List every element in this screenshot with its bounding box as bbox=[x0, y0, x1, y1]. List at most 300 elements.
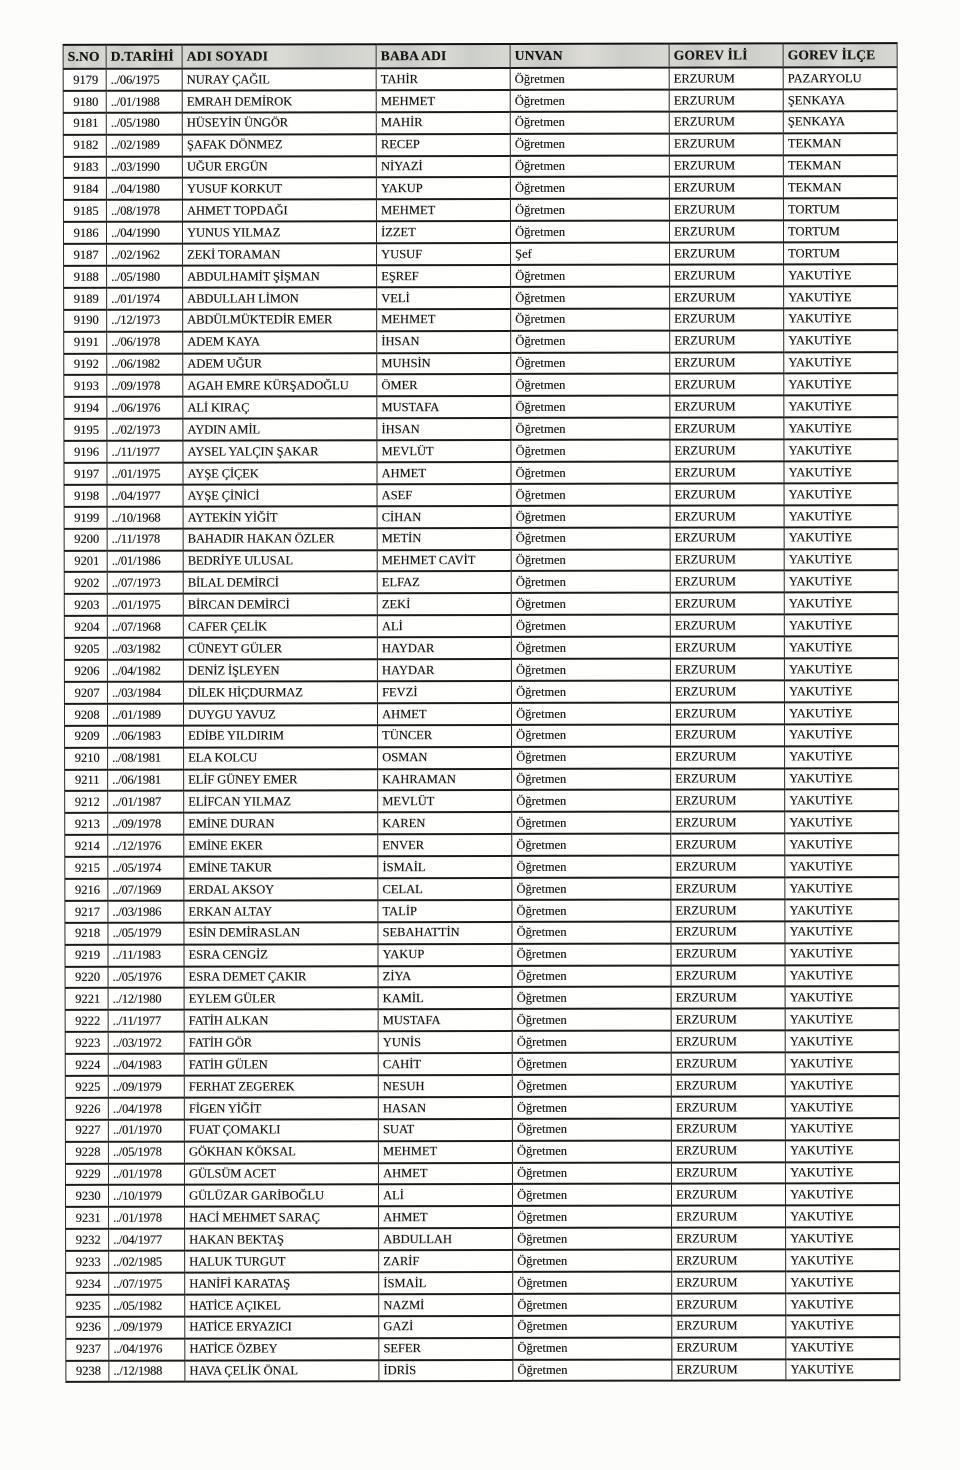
table-cell: TAHİR bbox=[376, 68, 510, 90]
table-cell: Öğretmen bbox=[513, 1206, 672, 1228]
table-cell: ../04/1990 bbox=[106, 222, 182, 244]
table-cell: Öğretmen bbox=[511, 308, 670, 330]
table-cell: Öğretmen bbox=[512, 1075, 671, 1097]
table-cell: YAKUTİYE bbox=[784, 439, 898, 461]
table-row bbox=[65, 790, 899, 814]
table-cell: Öğretmen bbox=[511, 440, 670, 462]
table-cell: YAKUTİYE bbox=[784, 593, 898, 615]
table-cell: ERZURUM bbox=[672, 1337, 786, 1359]
table-cell: ../04/1976 bbox=[109, 1338, 185, 1360]
table-cell: Öğretmen bbox=[511, 615, 670, 637]
table-cell: AHMET bbox=[378, 1162, 512, 1184]
table-row bbox=[63, 89, 897, 113]
table-header-row bbox=[63, 43, 897, 69]
table-cell: ERZURUM bbox=[671, 768, 785, 790]
table-cell: YAKUTİYE bbox=[785, 724, 899, 746]
table-cell: 9211 bbox=[65, 769, 108, 791]
table-cell: 9207 bbox=[64, 682, 107, 704]
table-row bbox=[66, 1205, 900, 1229]
table-cell: YAKUTİYE bbox=[784, 330, 898, 352]
table-cell: ../11/1983 bbox=[108, 944, 184, 966]
table-cell: 9197 bbox=[64, 463, 107, 485]
table-cell: GAZİ bbox=[379, 1316, 513, 1338]
table-cell: ERZURUM bbox=[671, 1118, 785, 1140]
table-cell: YAKUTİYE bbox=[784, 395, 898, 417]
column-header-0: S.NO bbox=[63, 45, 106, 69]
table-cell: ERZURUM bbox=[670, 396, 784, 418]
table-cell: MEHMET CAVİT bbox=[377, 550, 511, 572]
table-cell: 9231 bbox=[66, 1207, 109, 1229]
table-cell: ERZURUM bbox=[670, 330, 784, 352]
table-cell: ASEF bbox=[377, 484, 511, 506]
table-cell: 9189 bbox=[64, 288, 107, 310]
table-cell: TORTUM bbox=[783, 198, 897, 220]
table-cell: ../06/1976 bbox=[107, 397, 183, 419]
table-cell: TEKMAN bbox=[783, 155, 897, 177]
table-cell: Öğretmen bbox=[511, 527, 670, 549]
table-cell: Öğretmen bbox=[513, 1359, 672, 1381]
table-cell: Öğretmen bbox=[511, 374, 670, 396]
table-cell: ../03/1984 bbox=[107, 682, 183, 704]
table-cell: YAKUTİYE bbox=[785, 811, 899, 833]
table-cell: BİRCAN DEMİRCİ bbox=[183, 594, 377, 616]
table-cell: AGAH EMRE KÜRŞADOĞLU bbox=[183, 375, 377, 397]
table-cell: CAFER ÇELİK bbox=[183, 615, 377, 637]
table-cell: 9212 bbox=[65, 791, 108, 813]
table-cell: HATİCE AÇIKEL bbox=[185, 1294, 379, 1316]
table-cell: Öğretmen bbox=[513, 1293, 672, 1315]
table-cell: ../08/1978 bbox=[106, 200, 182, 222]
table-cell: ../02/1985 bbox=[109, 1251, 185, 1273]
table-cell: YAKUTİYE bbox=[784, 264, 898, 286]
table-cell: İSMAİL bbox=[378, 856, 512, 878]
table-cell: ERZURUM bbox=[670, 593, 784, 615]
table-cell: YAKUTİYE bbox=[786, 1205, 900, 1227]
table-row bbox=[65, 1030, 899, 1054]
table-cell: YAKUTİYE bbox=[785, 987, 899, 1009]
table-cell: RECEP bbox=[376, 134, 510, 156]
table-cell: NİYAZİ bbox=[376, 156, 510, 178]
table-cell: 9214 bbox=[65, 835, 108, 857]
table-cell: TEKMAN bbox=[783, 133, 897, 155]
table-cell: KAMİL bbox=[378, 987, 512, 1009]
table-cell: YAKUTİYE bbox=[784, 417, 898, 439]
table-row bbox=[64, 658, 898, 682]
table-cell: Öğretmen bbox=[512, 943, 671, 965]
table-cell: NAZMİ bbox=[379, 1294, 513, 1316]
table-row bbox=[65, 1052, 899, 1076]
table-cell: DENİZ İŞLEYEN bbox=[183, 659, 377, 681]
table-cell: PAZARYOLU bbox=[783, 67, 897, 89]
table-cell: YAKUTİYE bbox=[784, 549, 898, 571]
table-cell: YAKUTİYE bbox=[785, 855, 899, 877]
table-cell: ../07/1969 bbox=[108, 879, 184, 901]
table-cell: Öğretmen bbox=[511, 484, 670, 506]
table-cell: ERZURUM bbox=[670, 352, 784, 374]
table-cell: HAVA ÇELİK ÖNAL bbox=[185, 1360, 379, 1382]
table-cell: YAKUTİYE bbox=[785, 746, 899, 768]
table-cell: ADEM UĞUR bbox=[183, 353, 377, 375]
table-cell: 9226 bbox=[65, 1098, 108, 1120]
table-cell: ERZURUM bbox=[671, 1162, 785, 1184]
table-cell: ŞENKAYA bbox=[783, 89, 897, 111]
table-cell: YAKUTİYE bbox=[786, 1293, 900, 1315]
table-cell: YAKUTİYE bbox=[784, 483, 898, 505]
table-cell: VELİ bbox=[377, 287, 511, 309]
table-cell: ERZURUM bbox=[671, 1096, 785, 1118]
table-row bbox=[63, 198, 897, 222]
table-cell: Öğretmen bbox=[512, 1184, 671, 1206]
table-cell: ADEM KAYA bbox=[183, 331, 377, 353]
table-cell: ZEKİ bbox=[377, 593, 511, 615]
table-cell: ERZURUM bbox=[669, 133, 783, 155]
table-cell: YUSUF KORKUT bbox=[182, 178, 376, 200]
table-cell: 9228 bbox=[65, 1141, 108, 1163]
table-cell: UĞUR ERGÜN bbox=[182, 156, 376, 178]
table-cell: Öğretmen bbox=[510, 68, 669, 90]
table-row bbox=[65, 833, 899, 857]
table-row bbox=[64, 614, 898, 638]
table-cell: GÜLÜZAR GARİBOĞLU bbox=[184, 1185, 378, 1207]
table-cell: ZİYA bbox=[378, 965, 512, 987]
table-cell: ABDULLAH LİMON bbox=[183, 287, 377, 309]
table-cell: YAKUTİYE bbox=[785, 877, 899, 899]
table-cell: 9220 bbox=[65, 966, 108, 988]
table-cell: ../04/1977 bbox=[107, 485, 183, 507]
table-cell: ESRA CENGİZ bbox=[184, 944, 378, 966]
table-cell: HAKAN BEKTAŞ bbox=[185, 1228, 379, 1250]
table-cell: YAKUTİYE bbox=[785, 1096, 899, 1118]
table-row bbox=[66, 1293, 900, 1317]
table-cell: 9230 bbox=[65, 1185, 108, 1207]
table-cell: ERZURUM bbox=[671, 899, 785, 921]
table-cell: Öğretmen bbox=[512, 1096, 671, 1118]
table-cell: ../05/1980 bbox=[107, 266, 183, 288]
table-cell: ERZURUM bbox=[671, 1074, 785, 1096]
table-cell: ../01/1986 bbox=[107, 550, 183, 572]
table-cell: ../10/1979 bbox=[108, 1185, 184, 1207]
table-cell: 9204 bbox=[64, 616, 107, 638]
table-cell: KAHRAMAN bbox=[378, 768, 512, 790]
table-cell: TÜNCER bbox=[378, 725, 512, 747]
table-cell: ERZURUM bbox=[670, 242, 784, 264]
table-cell: ERZURUM bbox=[669, 89, 783, 111]
table-cell: 9233 bbox=[66, 1251, 109, 1273]
table-cell: MEHMET bbox=[376, 199, 510, 221]
table-cell: YAKUTİYE bbox=[786, 1315, 900, 1337]
table-cell: ERKAN ALTAY bbox=[184, 900, 378, 922]
table-cell: ../03/1986 bbox=[108, 900, 184, 922]
table-row bbox=[64, 636, 898, 660]
table-cell: 9193 bbox=[64, 375, 107, 397]
table-cell: ERZURUM bbox=[671, 877, 785, 899]
table-cell: ALİ bbox=[378, 1184, 512, 1206]
table-row bbox=[64, 308, 898, 332]
table-cell: ERZURUM bbox=[670, 374, 784, 396]
table-cell: YAKUTİYE bbox=[784, 308, 898, 330]
table-cell: Öğretmen bbox=[512, 1118, 671, 1140]
table-cell: YAKUTİYE bbox=[785, 965, 899, 987]
table-cell: YAKUTİYE bbox=[784, 658, 898, 680]
table-cell: ALİ KIRAÇ bbox=[183, 397, 377, 419]
table-cell: MUHSİN bbox=[377, 353, 511, 375]
column-header-2: ADI SOYADI bbox=[182, 44, 376, 68]
table-cell: Öğretmen bbox=[513, 1250, 672, 1272]
table-cell: METİN bbox=[377, 528, 511, 550]
table-cell: Öğretmen bbox=[512, 987, 671, 1009]
personnel-table bbox=[63, 42, 901, 1383]
table-cell: MEVLÜT bbox=[377, 440, 511, 462]
table-cell: Öğretmen bbox=[511, 593, 670, 615]
table-cell: FATİH GÖR bbox=[184, 1031, 378, 1053]
table-cell: 9238 bbox=[66, 1360, 109, 1382]
table-cell: YAKUTİYE bbox=[785, 1118, 899, 1140]
table-cell: ../05/1978 bbox=[108, 1141, 184, 1163]
table-cell: Öğretmen bbox=[512, 812, 671, 834]
table-cell: Şef bbox=[511, 243, 670, 265]
table-cell: 9222 bbox=[65, 1010, 108, 1032]
table-row bbox=[64, 330, 898, 354]
table-row bbox=[64, 461, 898, 485]
table-cell: YAKUTİYE bbox=[786, 1227, 900, 1249]
table-cell: 9188 bbox=[64, 266, 107, 288]
table-cell: 9223 bbox=[65, 1032, 108, 1054]
table-cell: 9237 bbox=[66, 1338, 109, 1360]
table-cell: 9198 bbox=[64, 485, 107, 507]
table-cell: 9179 bbox=[63, 69, 106, 91]
table-cell: KAREN bbox=[378, 812, 512, 834]
table-cell: MUSTAFA bbox=[377, 396, 511, 418]
table-cell: SEBAHATTİN bbox=[378, 922, 512, 944]
table-cell: CAHİT bbox=[378, 1053, 512, 1075]
table-cell: ELFAZ bbox=[377, 571, 511, 593]
table-cell: YAKUTİYE bbox=[786, 1271, 900, 1293]
table-row bbox=[66, 1227, 900, 1251]
table-cell: Öğretmen bbox=[512, 1140, 671, 1162]
table-cell: TORTUM bbox=[784, 242, 898, 264]
table-cell: YAKUTİYE bbox=[786, 1337, 900, 1359]
table-cell: EYLEM GÜLER bbox=[184, 988, 378, 1010]
table-cell: BİLAL DEMİRCİ bbox=[183, 572, 377, 594]
table-cell: YAKUTİYE bbox=[785, 921, 899, 943]
table-cell: Öğretmen bbox=[510, 221, 669, 243]
table-cell: 9216 bbox=[65, 879, 108, 901]
table-cell: YAKUTİYE bbox=[785, 790, 899, 812]
table-cell: ../11/1978 bbox=[107, 528, 183, 550]
table-cell: YAKUTİYE bbox=[785, 899, 899, 921]
table-cell: ../07/1968 bbox=[107, 616, 183, 638]
table-cell: ŞENKAYA bbox=[783, 111, 897, 133]
table-cell: ERZURUM bbox=[669, 177, 783, 199]
table-cell: ERZURUM bbox=[671, 790, 785, 812]
table-cell: ERZURUM bbox=[670, 418, 784, 440]
table-cell: ../04/1978 bbox=[108, 1097, 184, 1119]
table-cell: ERZURUM bbox=[671, 921, 785, 943]
table-cell: Öğretmen bbox=[511, 637, 670, 659]
table-row bbox=[64, 680, 898, 704]
table-cell: ../03/1982 bbox=[107, 638, 183, 660]
table-cell: SUAT bbox=[378, 1119, 512, 1141]
table-row bbox=[65, 1096, 899, 1120]
table-cell: ERZURUM bbox=[669, 155, 783, 177]
table-cell: ../05/1979 bbox=[108, 922, 184, 944]
table-cell: 9200 bbox=[64, 528, 107, 550]
table-row bbox=[64, 439, 898, 463]
table-cell: ABDULLAH bbox=[379, 1228, 513, 1250]
table-row bbox=[64, 702, 898, 726]
table-cell: ERZURUM bbox=[670, 658, 784, 680]
table-cell: FEVZİ bbox=[377, 681, 511, 703]
table-cell: Öğretmen bbox=[512, 965, 671, 987]
table-cell: YAKUTİYE bbox=[786, 1359, 900, 1381]
table-cell: ../12/1980 bbox=[108, 988, 184, 1010]
table-cell: ERZURUM bbox=[669, 221, 783, 243]
table-cell: ERZURUM bbox=[671, 746, 785, 768]
table-cell: EMİNE DURAN bbox=[184, 812, 378, 834]
table-row bbox=[64, 264, 898, 288]
table-cell: TALİP bbox=[378, 900, 512, 922]
table-cell: YAKUTİYE bbox=[784, 286, 898, 308]
table-cell: AYTEKİN YİĞİT bbox=[183, 506, 377, 528]
table-cell: ELA KOLCU bbox=[184, 747, 378, 769]
table-cell: HAYDAR bbox=[377, 637, 511, 659]
table-cell: ERZURUM bbox=[671, 1140, 785, 1162]
table-cell: YAKUTİYE bbox=[785, 1008, 899, 1030]
table-cell: Öğretmen bbox=[511, 702, 670, 724]
table-cell: 9183 bbox=[63, 156, 106, 178]
table-cell: HASAN bbox=[378, 1097, 512, 1119]
table-cell: 9224 bbox=[65, 1054, 108, 1076]
table-cell: HACİ MEHMET SARAÇ bbox=[185, 1207, 379, 1229]
table-cell: EMİNE EKER bbox=[184, 834, 378, 856]
table-row bbox=[65, 899, 899, 923]
table-cell: NURAY ÇAĞIL bbox=[182, 68, 376, 90]
table-cell: ERZURUM bbox=[671, 1009, 785, 1031]
table-cell: ERZURUM bbox=[671, 1031, 785, 1053]
table-cell: Öğretmen bbox=[512, 746, 671, 768]
table-cell: ERZURUM bbox=[670, 571, 784, 593]
table-row bbox=[64, 242, 898, 266]
table-cell: ERZURUM bbox=[671, 834, 785, 856]
table-cell: YAKUTİYE bbox=[785, 943, 899, 965]
table-cell: Öğretmen bbox=[511, 330, 670, 352]
table-cell: ../03/1972 bbox=[108, 1032, 184, 1054]
table-cell: ../09/1978 bbox=[108, 813, 184, 835]
table-cell: Öğretmen bbox=[510, 111, 669, 133]
table-cell: ../05/1974 bbox=[108, 857, 184, 879]
table-cell: 9199 bbox=[64, 507, 107, 529]
table-cell: 9208 bbox=[64, 704, 107, 726]
table-cell: 9206 bbox=[64, 660, 107, 682]
table-cell: 9234 bbox=[66, 1273, 109, 1295]
table-cell: Öğretmen bbox=[510, 89, 669, 111]
table-row bbox=[64, 527, 898, 551]
table-cell: ../06/1983 bbox=[108, 725, 184, 747]
table-cell: ERZURUM bbox=[670, 637, 784, 659]
table-cell: Öğretmen bbox=[511, 659, 670, 681]
table-row bbox=[64, 395, 898, 419]
table-row bbox=[65, 1162, 899, 1186]
table-cell: ERZURUM bbox=[670, 461, 784, 483]
table-cell: Öğretmen bbox=[512, 856, 671, 878]
table-row bbox=[65, 1008, 899, 1032]
table-row bbox=[63, 177, 897, 201]
table-cell: YAKUTİYE bbox=[784, 614, 898, 636]
table-cell: ERZURUM bbox=[672, 1359, 786, 1381]
table-cell: Öğretmen bbox=[512, 790, 671, 812]
table-row bbox=[66, 1315, 900, 1339]
table-row bbox=[64, 286, 898, 310]
table-cell: ENVER bbox=[378, 834, 512, 856]
table-cell: 9225 bbox=[65, 1076, 108, 1098]
table-row bbox=[65, 768, 899, 792]
table-row bbox=[65, 1118, 899, 1142]
table-cell: İZZET bbox=[376, 221, 510, 243]
table-cell: ../06/1978 bbox=[107, 331, 183, 353]
table-cell: FERHAT ZEGEREK bbox=[184, 1075, 378, 1097]
table-cell: YUNUS YILMAZ bbox=[182, 221, 376, 243]
table-cell: ../11/1977 bbox=[107, 441, 183, 463]
table-row bbox=[65, 724, 899, 748]
table-cell: 9180 bbox=[63, 91, 106, 113]
table-cell: ../07/1973 bbox=[107, 572, 183, 594]
table-cell: ELİFCAN YILMAZ bbox=[184, 791, 378, 813]
table-cell: ESİN DEMİRASLAN bbox=[184, 922, 378, 944]
table-row bbox=[64, 571, 898, 595]
table-row bbox=[64, 593, 898, 617]
table-cell: Öğretmen bbox=[511, 418, 670, 440]
table-cell: ../06/1975 bbox=[106, 69, 182, 91]
table-cell: ../01/1975 bbox=[107, 594, 183, 616]
table-cell: ../01/1987 bbox=[108, 791, 184, 813]
table-cell: ABDÜLMÜKTEDİR EMER bbox=[183, 309, 377, 331]
table-cell: İDRİS bbox=[379, 1359, 513, 1381]
table-cell: 9217 bbox=[65, 901, 108, 923]
table-cell: Öğretmen bbox=[513, 1228, 672, 1250]
table-cell: YUNİS bbox=[378, 1031, 512, 1053]
table-cell: ERZURUM bbox=[672, 1249, 786, 1271]
table-cell: ../05/1982 bbox=[109, 1294, 185, 1316]
table-row bbox=[65, 1140, 899, 1164]
table-cell: ERZURUM bbox=[670, 549, 784, 571]
table-cell: 9229 bbox=[65, 1163, 108, 1185]
table-cell: 9235 bbox=[66, 1295, 109, 1317]
table-cell: ../05/1976 bbox=[108, 966, 184, 988]
table-row bbox=[63, 220, 897, 244]
table-cell: Öğretmen bbox=[511, 352, 670, 374]
table-cell: ELİF GÜNEY EMER bbox=[184, 769, 378, 791]
table-cell: BEDRİYE ULUSAL bbox=[183, 550, 377, 572]
table-cell: 9236 bbox=[66, 1317, 109, 1339]
table-cell: ERZURUM bbox=[672, 1228, 786, 1250]
table-cell: ../08/1981 bbox=[108, 747, 184, 769]
table-cell: ../09/1979 bbox=[109, 1316, 185, 1338]
table-row bbox=[65, 855, 899, 879]
table-cell: Öğretmen bbox=[512, 724, 671, 746]
table-cell: ZARİF bbox=[379, 1250, 513, 1272]
table-cell: FİGEN YİĞİT bbox=[184, 1097, 378, 1119]
table-cell: ../07/1975 bbox=[109, 1273, 185, 1295]
column-header-6: GOREV İLÇE bbox=[783, 43, 897, 67]
table-cell: ../01/1974 bbox=[107, 288, 183, 310]
table-cell: HANİFİ KARATAŞ bbox=[185, 1272, 379, 1294]
table-cell: Öğretmen bbox=[510, 155, 669, 177]
table-cell: Öğretmen bbox=[512, 899, 671, 921]
table-cell: ERZURUM bbox=[671, 943, 785, 965]
table-cell: 9232 bbox=[66, 1229, 109, 1251]
table-cell: Öğretmen bbox=[511, 287, 670, 309]
table-cell: ERZURUM bbox=[671, 965, 785, 987]
